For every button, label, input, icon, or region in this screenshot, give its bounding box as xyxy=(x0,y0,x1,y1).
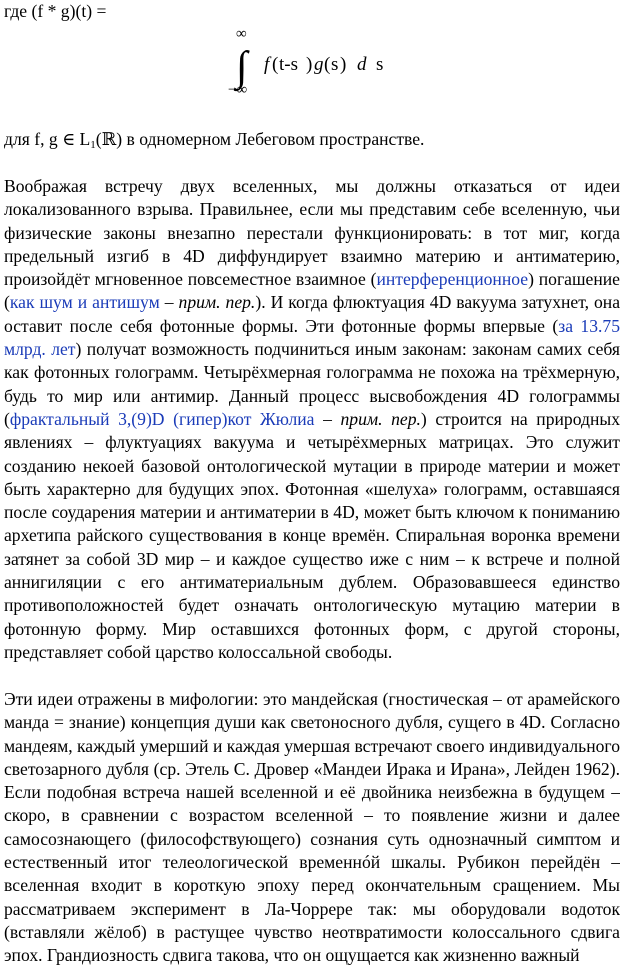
integral-sign: ∫ xyxy=(236,44,248,90)
differential-var-s: s xyxy=(376,54,384,75)
domain-prefix: для f, g ∈ L xyxy=(4,129,91,149)
paragraph-mythology: Эти идеи отражены в мифологии: это мандейская (гностическая – от арамейского манда = знание) концепция души как светоносного дубля, сущего в 4D. Согласно мандеям, каждый умерший и каждая умершая встречают своего индивидуального светозарного дубля (ср. Этель С. Дровер «Мандеи Ирака и Ирана», Лейден 1962). Если подобная встреча нашей вселенной и её двойника неизбежна в будущем – скоро, в сравнении с возрастом вселенной – то появление жизни и далее самосознающего (философствующего) сознания суть однозначный симптом и естественный итог телеологической временнóй шкалы. Рубикон перейдён – вселенная входит в короткую эпоху перед окончательным сращением. Мы рассматриваем эксперимент в Ла-Чоррере так: мы оборудовали водоток (вставляли жёлоб) в растущее чувство неотвратимости колоссального сдвига эпох. Грандиозность сдвига такова, что он ощущается как жизненно важный xyxy=(4,689,620,966)
translator-note-2: прим. пер. xyxy=(340,408,421,429)
domain-suffix: (ℝ) в одномерном Лебеговом пространстве. xyxy=(95,129,425,149)
link-fractal-julia-cat[interactable]: фрактальный 3,(9)D (гипер)кот Жюлиа xyxy=(9,408,315,429)
convolution-integral xyxy=(228,28,418,102)
link-interference[interactable]: интерференционное xyxy=(376,269,529,290)
link-noise-antinoise[interactable]: как шум и антишум xyxy=(9,292,160,313)
translator-note-1: прим. пер. xyxy=(178,292,256,313)
paren-open-1: ( xyxy=(272,54,279,75)
p1-text-1: Воображая встречу двух вселенных, мы должны отказаться от идеи локализованного взрыва. Правильнее, если мы представим себе вселенную, чьи физические законы внезапно перестали функционировать: в тот миг, когда предельный изгиб в 4D диффундирует взаимно материю и антиматерию, произойдёт мгновенное повсеместное взаимное ( xyxy=(4,176,620,290)
paren-close-1: ) xyxy=(306,54,313,75)
link-13-75-billion-years[interactable]: за 13.75 млрд. лет xyxy=(4,315,620,360)
function-g: g xyxy=(314,54,324,75)
argument-t-minus-s: t-s xyxy=(279,54,298,75)
p1-text-3: – xyxy=(159,292,179,313)
formula-intro: где (f * g)(t) = xyxy=(4,1,107,21)
p1-text-6: – xyxy=(314,408,341,429)
domain-statement xyxy=(4,128,424,156)
differential-d: d xyxy=(357,54,367,75)
function-f: f xyxy=(264,54,270,75)
domain-subscript: 1 xyxy=(90,139,96,151)
upper-limit: ∞ xyxy=(236,26,247,42)
lower-limit: −∞ xyxy=(228,82,248,98)
p1-text-4: ). И когда флюктуация 4D вакуума затухнет, она оставит после себя фотонные формы. Эти фотонные формы впервые ( xyxy=(4,292,620,336)
paren-open-2: ( xyxy=(324,54,331,75)
convolution-formula xyxy=(228,28,418,102)
paren-close-2: ) xyxy=(340,54,347,75)
p1-text-7: ) строится на природных явлениях – флуктуациях вакуума и четырёхмерных матрицах. Это служит созданию некоей базовой онтологической мутации в природе материи и может быть характерно для будущих эпох. Фотонная «шелуха» голограмм, оставшаяся после соударения материи и антиматерии в 4D, может быть ключом к пониманию архетипа райского существования в конце времён. Спиральная воронка времени затянет за собой 3D мир – и каждое существо иже с ним – к встрече и полной аннигиляции с его антиматериальным дублем. Образовавшееся единство противоположностей будет означать онтологическую мутацию материи в фотонную форму. Мир оставшихся фотонных форм, с другой стороны, представляет собой царство колоссальной свободы. xyxy=(4,408,620,662)
paragraph-two-universes xyxy=(4,175,620,664)
p1-text-2: ) погашение ( xyxy=(4,269,620,313)
argument-s: s xyxy=(331,54,339,75)
p1-text-5: ) получат возможность подчиниться иным законам: законам самих себя как фотонных голограмм. Четырёхмерная голограмма не похожа на трёхмерную, будь то мир или антимир. Данный процесс высвобождения 4D голограммы ( xyxy=(4,339,620,429)
